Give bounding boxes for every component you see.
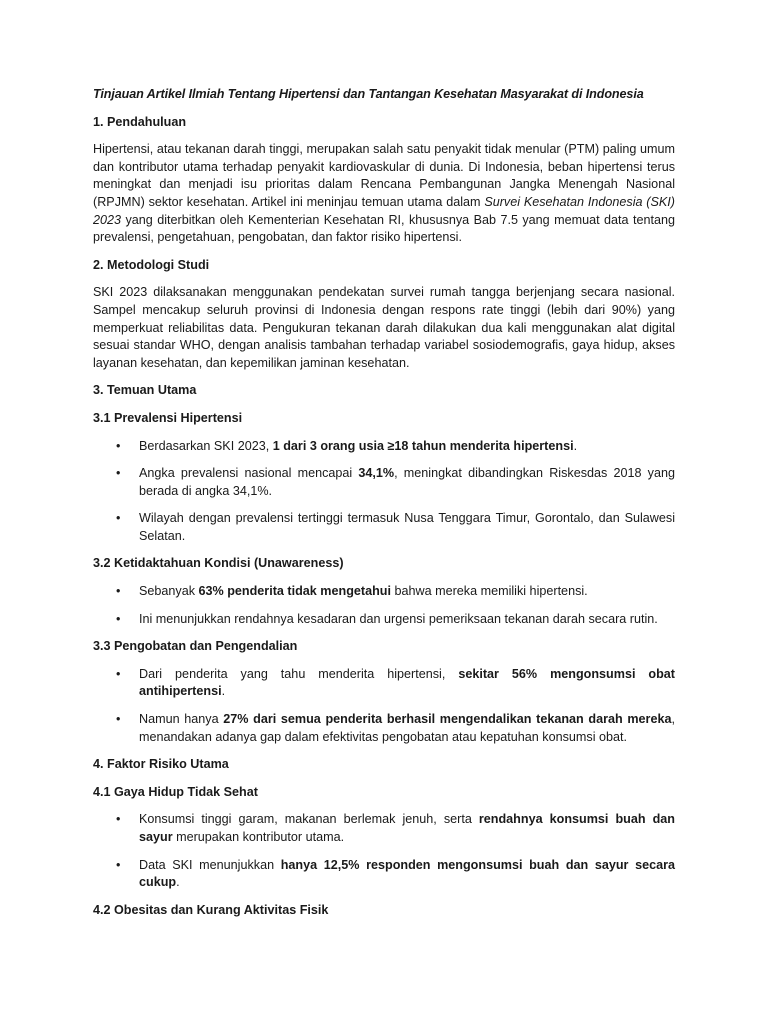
section-heading-pendahuluan: 1. Pendahuluan bbox=[93, 114, 187, 129]
bullet-icon: • bbox=[116, 584, 121, 599]
text-run: Wilayah dengan prevalensi tertinggi termasuk Nusa Tenggara Timur, Gorontalo, dan Sulawesi Selatan. bbox=[139, 511, 675, 543]
text-run: bahwa mereka memiliki hipertensi. bbox=[390, 584, 588, 599]
bullet-icon: • bbox=[116, 857, 121, 872]
list-item bbox=[93, 611, 675, 629]
list-item bbox=[93, 811, 675, 846]
text-run: . bbox=[573, 438, 578, 453]
section-heading-temuan: 3. Temuan Utama bbox=[93, 383, 197, 398]
bullet-icon: • bbox=[116, 611, 121, 626]
bullet-icon: • bbox=[116, 812, 121, 827]
list-item bbox=[93, 711, 675, 746]
bold-text: rendahnya konsumsi buah dan sayur bbox=[139, 812, 675, 844]
bold-text: 63% penderita tidak mengetahui bbox=[198, 584, 391, 599]
bullet-icon: • bbox=[116, 712, 121, 727]
document-page bbox=[93, 86, 675, 929]
bullet-list-prevalensi bbox=[93, 438, 675, 546]
text-run: Ini menunjukkan rendahnya kesadaran dan urgensi pemeriksaan tekanan darah secara rutin. bbox=[139, 611, 658, 626]
text-run: Angka prevalensi nasional mencapai bbox=[139, 466, 359, 481]
list-item bbox=[93, 510, 675, 545]
bullet-list-pengobatan bbox=[93, 666, 675, 746]
text-run: Namun hanya bbox=[139, 712, 224, 727]
text-run: Dari penderita yang tahu menderita hipertensi, bbox=[139, 666, 459, 681]
subsection-heading-gaya-hidup: 4.1 Gaya Hidup Tidak Sehat bbox=[93, 784, 258, 799]
bullet-list-gaya-hidup bbox=[93, 811, 675, 891]
text-run: , menandakan adanya gap dalam efektivitas pengobatan atau kepatuhan konsumsi obat. bbox=[139, 712, 675, 744]
bold-text: 1 dari 3 orang usia ≥18 tahun menderita hipertensi bbox=[272, 438, 574, 453]
list-item bbox=[93, 857, 675, 892]
text-run: Konsumsi tinggi garam, makanan berlemak jenuh, serta bbox=[139, 812, 479, 827]
subsection-heading-prevalensi: 3.1 Prevalensi Hipertensi bbox=[93, 410, 243, 425]
text-run: , meningkat dibandingkan Riskesdas 2018 yang berada di angka 34,1%. bbox=[139, 466, 675, 498]
bullet-icon: • bbox=[116, 466, 121, 481]
text-run: yang diterbitkan oleh Kementerian Kesehatan RI, khususnya Bab 7.5 yang memuat data tentang prevalensi, pengetahuan, pengobatan, dan faktor risiko hipertensi. bbox=[93, 212, 675, 245]
list-item bbox=[93, 666, 675, 701]
bold-text: 34,1% bbox=[358, 466, 395, 481]
section-heading-metodologi: 2. Metodologi Studi bbox=[93, 257, 210, 272]
list-item bbox=[93, 465, 675, 500]
text-run: . bbox=[176, 875, 180, 890]
paragraph-pendahuluan bbox=[93, 141, 675, 247]
list-item bbox=[93, 438, 675, 456]
text-run: Hipertensi, atau tekanan darah tinggi, merupakan salah satu penyakit tidak menular (PTM) paling umum dan kontributor utama terhadap penyakit kardiovaskular di dunia. Di Indonesia, beban hipertensi terus meningkat dan menjadi isu prioritas dalam Rencana Pembangunan Jangka Menengah Nasional (RPJMN) sektor kesehatan. Artikel ini meninjau temuan utama dalam bbox=[93, 142, 675, 209]
document-title: Tinjauan Artikel Ilmiah Tentang Hipertensi dan Tantangan Kesehatan Masyarakat di Indonesia bbox=[93, 87, 644, 101]
subsection-heading-obesitas: 4.2 Obesitas dan Kurang Aktivitas Fisik bbox=[93, 902, 329, 917]
bullet-icon: • bbox=[116, 666, 121, 681]
text-run: Berdasarkan SKI 2023, bbox=[139, 438, 273, 453]
bold-text: sekitar 56% mengonsumsi obat antihipertensi bbox=[139, 666, 675, 699]
subsection-heading-pengobatan: 3.3 Pengobatan dan Pengendalian bbox=[93, 639, 298, 654]
italic-citation: Survei Kesehatan Indonesia (SKI) 2023 bbox=[93, 194, 675, 227]
text-run: Sebanyak bbox=[139, 584, 199, 599]
section-heading-faktor-risiko: 4. Faktor Risiko Utama bbox=[93, 757, 229, 772]
text-run: Data SKI menunjukkan bbox=[139, 857, 281, 872]
bold-text: hanya 12,5% responden mengonsumsi buah dan sayur secara cukup bbox=[139, 857, 675, 890]
text-run: . bbox=[221, 684, 226, 699]
bullet-list-unawareness bbox=[93, 583, 675, 628]
bullet-icon: • bbox=[116, 438, 121, 453]
text-run: merupakan kontributor utama. bbox=[172, 830, 345, 844]
paragraph-metodologi: SKI 2023 dilaksanakan menggunakan pendekatan survei rumah tangga berjenjang secara nasional. Sampel mencakup seluruh provinsi di Indonesia dengan respons rate tinggi (lebih dari 90%) yang memperkuat reliabilitas data. Pengukuran tekanan darah dilakukan dua kali menggunakan alat digital sesuai standar WHO, dengan analisis tambahan terhadap variabel sosiodemografis, gaya hidup, akses layanan kesehatan, dan kepemilikan jaminan kesehatan. bbox=[93, 285, 675, 370]
subsection-heading-unawareness: 3.2 Ketidaktahuan Kondisi (Unawareness) bbox=[93, 556, 344, 571]
list-item bbox=[93, 583, 675, 601]
bold-text: 27% dari semua penderita berhasil mengendalikan tekanan darah mereka bbox=[223, 712, 672, 727]
bullet-icon: • bbox=[116, 511, 121, 526]
